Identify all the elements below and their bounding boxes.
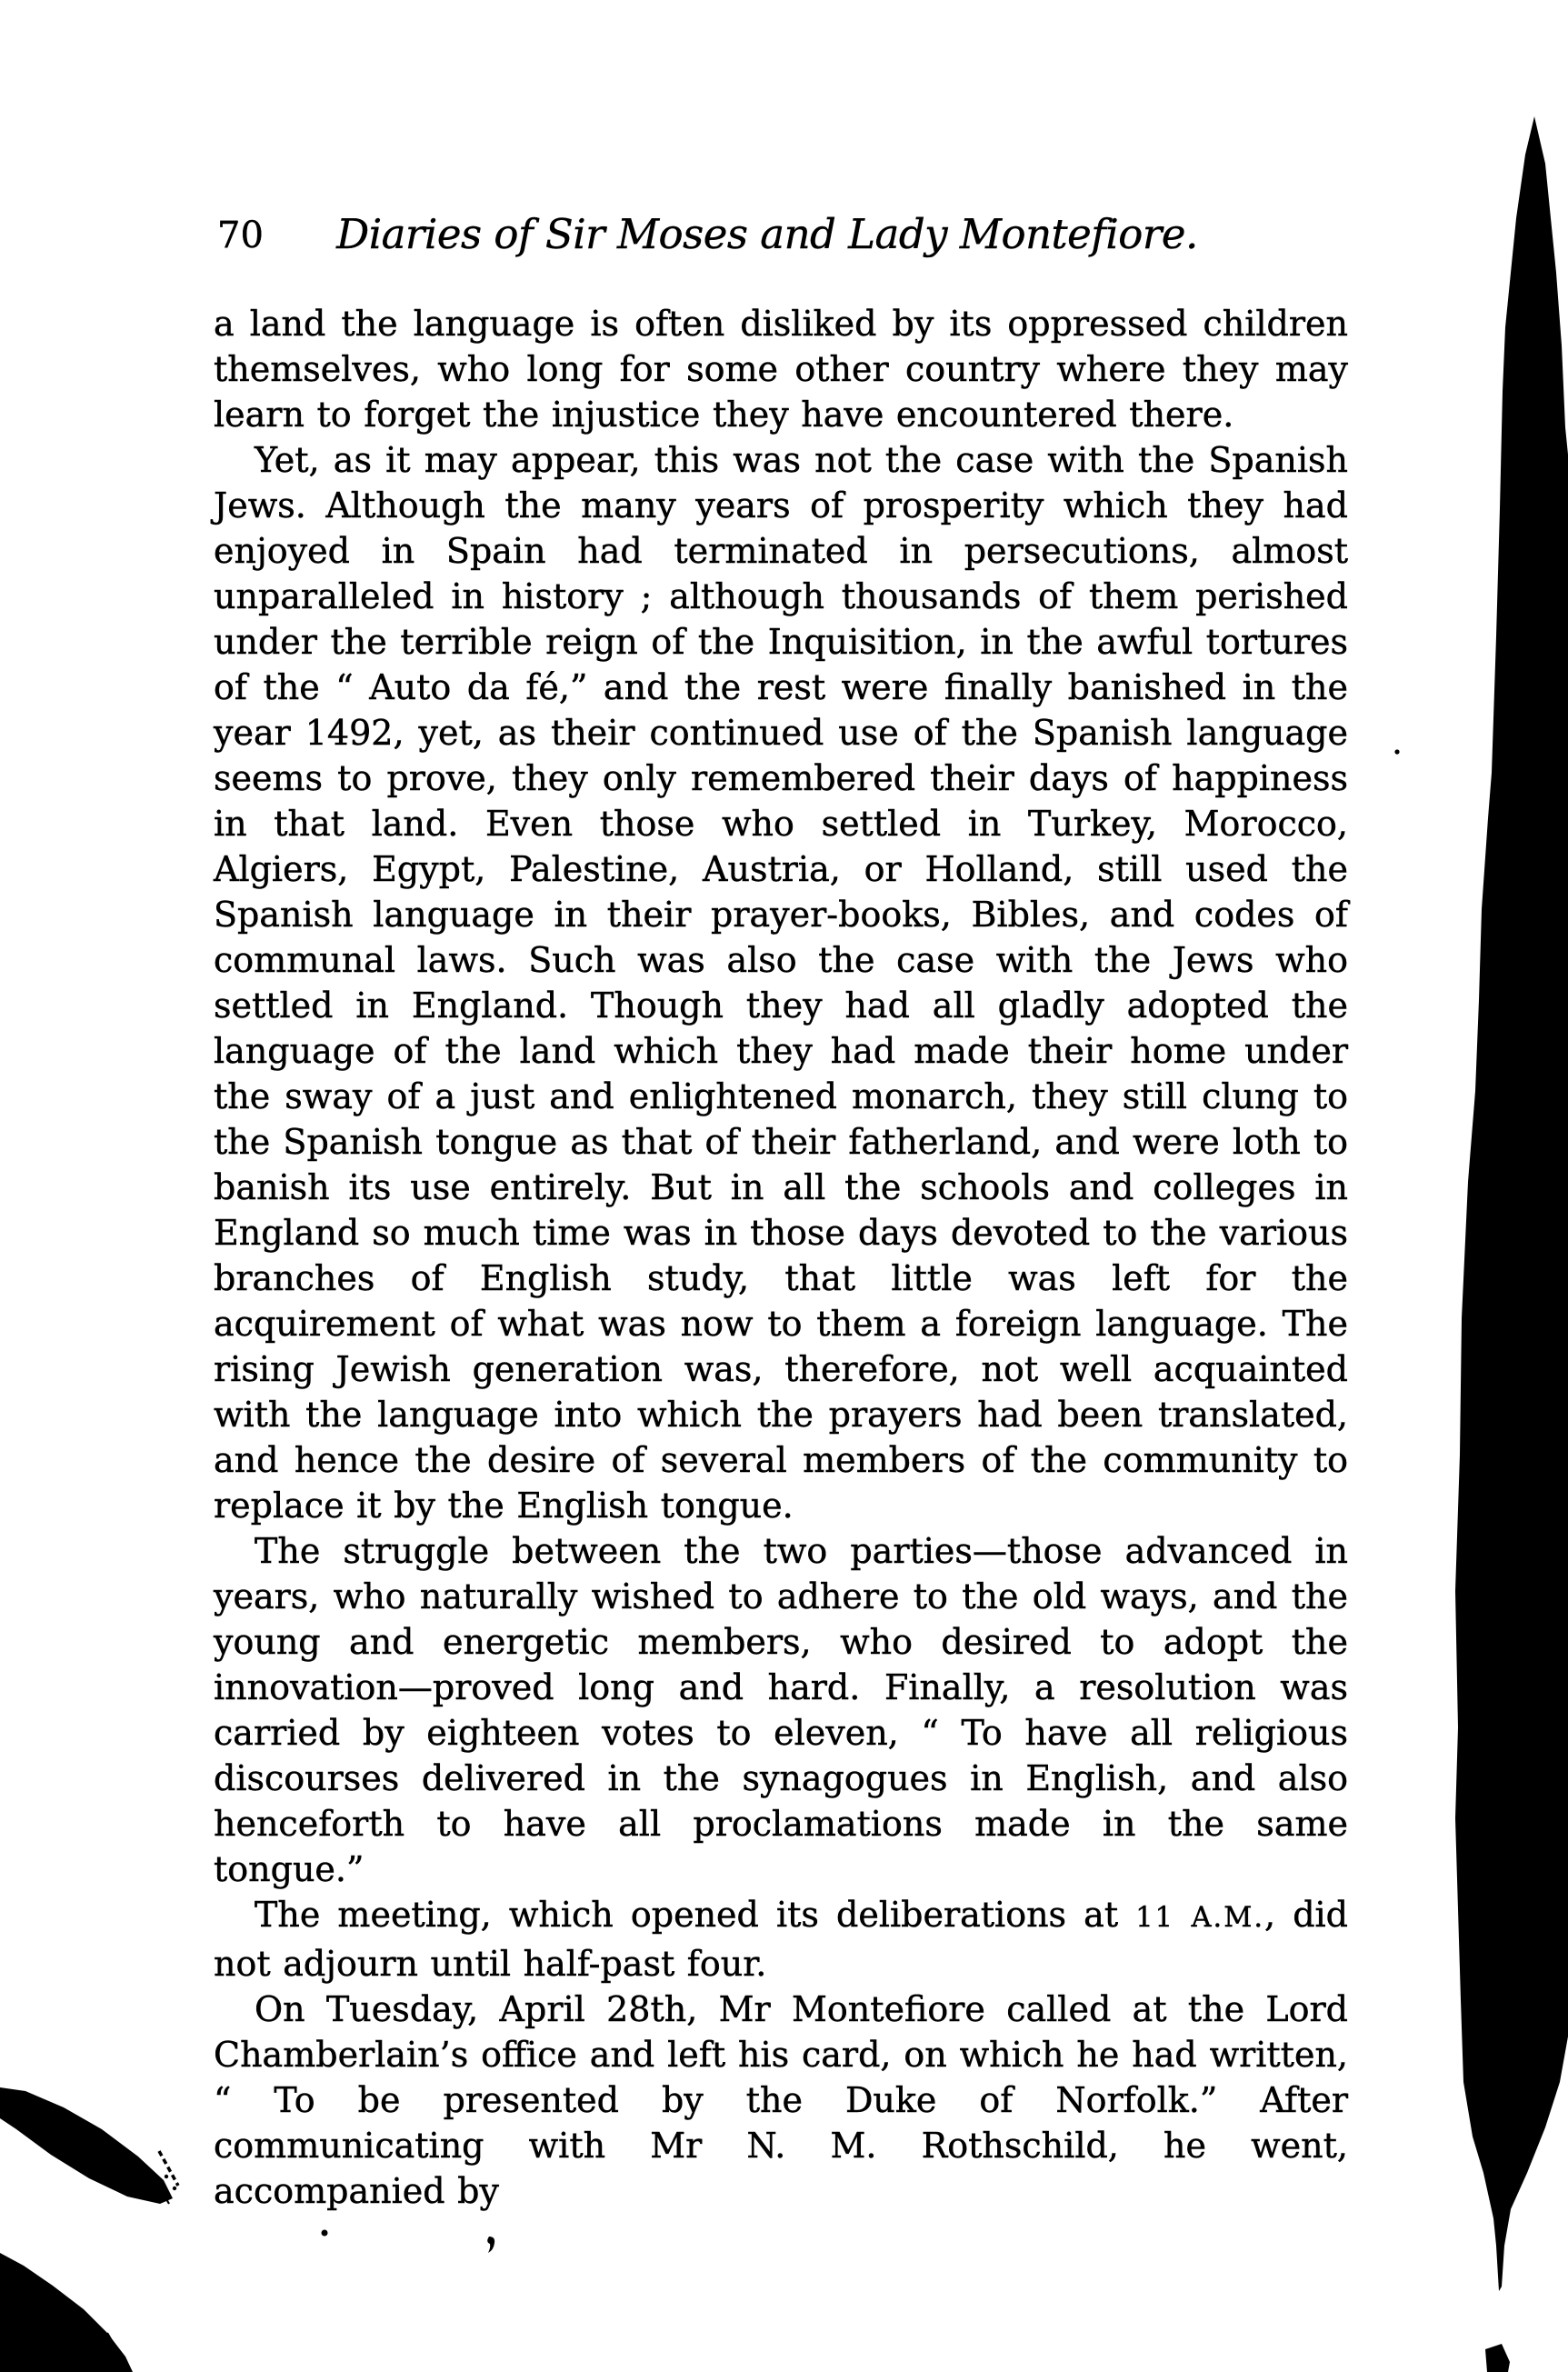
paragraph: [214, 1892, 1348, 1987]
ink-dot: [322, 2230, 328, 2237]
text-run: On Tuesday, April 28th, Mr Montefiore called at the Lord Chamberlain’s office and left his card, on which he had written, “ To be presented by the Duke of Norfolk.” After communicating with Mr N. M. Rothschild, he went, accompanied by: [214, 1989, 1348, 2211]
text-run: Yet, as it may appear, this was not the case with the Spanish Jews. Although the many years of prosperity which they had enjoyed in Spain had terminated in persecutions, almost unparalleled in history ; although thousands of them perished under the terrible reign of the Inquisition, in the awful tortures of the “ Auto da fé,” and the rest were finally banished in the year 1492, yet, as their continued use of the Spanish language seems to prove, they only remembered their days of happiness in that land. Even those who settled in Turkey, Morocco, Algiers, Egypt, Palestine, Austria, or Holland, still used the Spanish language in their prayer-books, Bibles, and codes of communal laws. Such was also the case with the Jews who settled in England. Though they had all gladly adopted the language of the land which they had made their home under the sway of a just and enlightened monarch, they still clung to the Spanish tongue as that of their fatherland, and were loth to banish its use entirely. But in all the schools and colleges in England so much time was in those days devoted to the various branches of English study, that little was left for the acquirement of what was now to them a foreign language. The rising Jewish generation was, therefore, not well acquainted with the language into which the prayers had been translated, and hence the desire of several members of the community to replace it by the English tongue.: [214, 440, 1348, 1526]
paragraph: [214, 1528, 1348, 1892]
text-run: a land the language is often disliked by its oppressed children themselves, who long for some other country where they may learn to forget the injustice they have encountered there.: [214, 304, 1348, 435]
ink-blotch-bottom-left-upper: [0, 2087, 173, 2204]
ink-stroke-mark: [159, 2151, 178, 2190]
text-run: The struggle between the two parties—those advanced in years, who naturally wished to adhere to the old ways, and the young and energetic members, who desired to adopt the innovation—proved long and hard. Finally, a resolution was carried by eighteen votes to eleven, “ To have all religious discourses delivered in the synagogues in English, and also henceforth to have all proclamations made in the same tongue.”: [214, 1531, 1348, 1889]
ink-comma-mark: [487, 2237, 494, 2253]
paragraph: [214, 1987, 1348, 2214]
ink-blotch-right-edge: [1455, 116, 1568, 2291]
page-header: [214, 212, 1348, 268]
ink-blotch-bottom-left-lower: [0, 2253, 133, 2372]
ink-blotch-right-edge: [1485, 2344, 1510, 2372]
paragraph: [214, 437, 1348, 1528]
text-run: , did not adjourn until half-past four.: [214, 1895, 1349, 1984]
text-run: The meeting, which opened its deliberations at: [255, 1895, 1136, 1935]
text-run-smallcaps: 11 A.M.: [1135, 1902, 1264, 1934]
page-number: 70: [217, 215, 264, 256]
page-body: [214, 301, 1348, 2214]
ink-speck: [1394, 749, 1399, 754]
running-head-title: Diaries of Sir Moses and Lady Montefiore.: [336, 210, 1198, 258]
paragraph: [214, 301, 1348, 437]
